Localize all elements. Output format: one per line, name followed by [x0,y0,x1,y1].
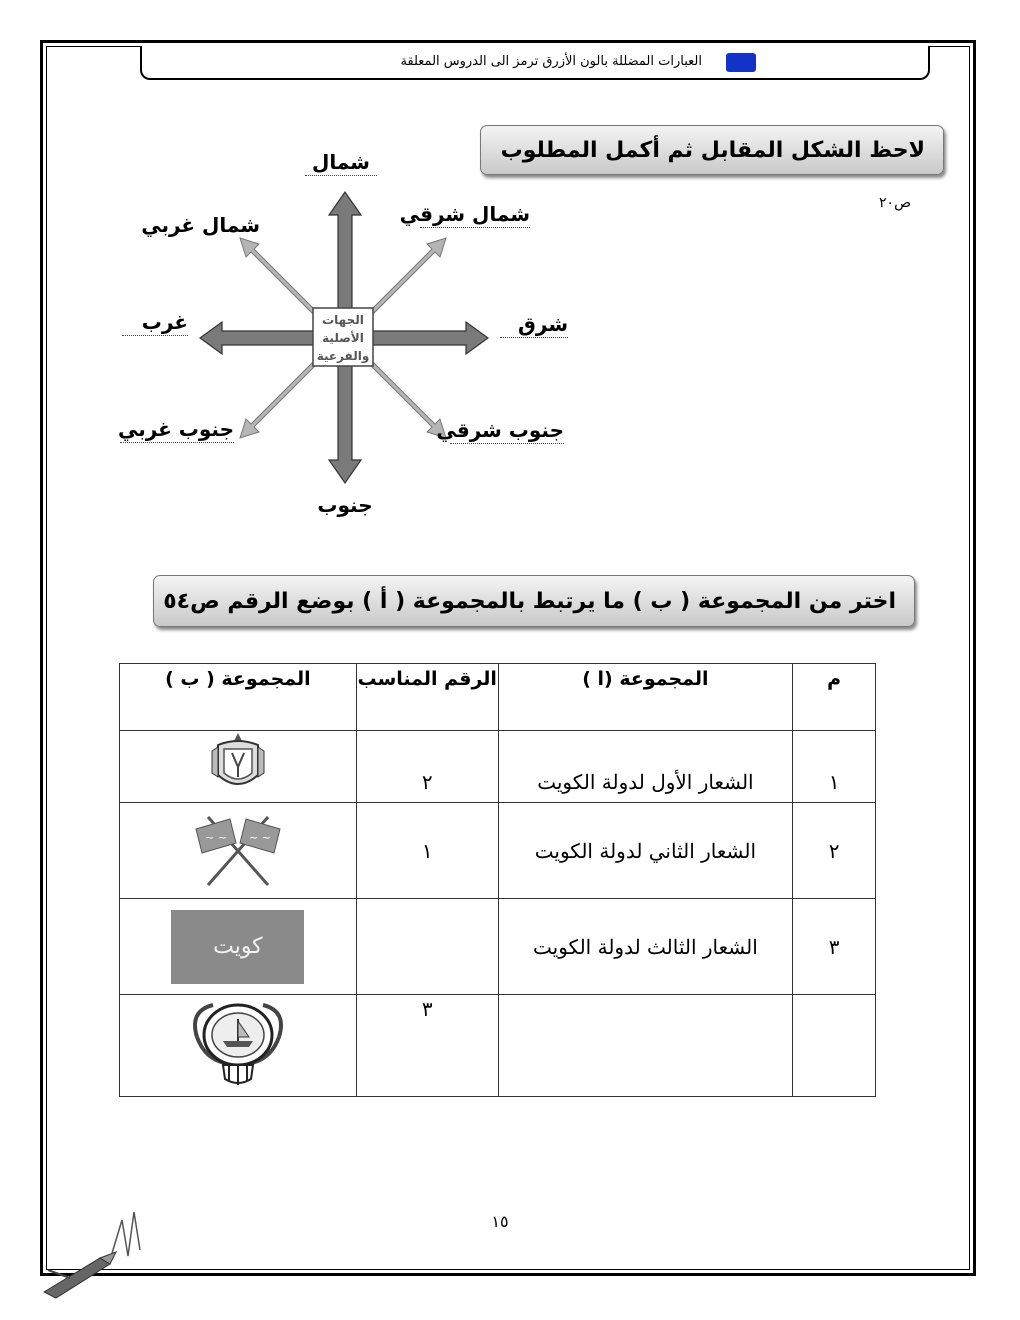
table-row [120,731,876,803]
pen-decoration-icon [40,1200,160,1300]
page-number: ١٥ [491,1212,509,1231]
table-header-row [120,664,876,731]
table-row [120,899,876,995]
flag-text: كويت [213,933,263,959]
cell-image [120,731,357,803]
cell-number[interactable]: ٣ [356,995,498,1097]
label-southwest: جنوب غربي [117,417,234,441]
table-row [120,995,876,1097]
table-row [120,803,876,899]
label-north: شمال [305,150,377,176]
label-south: جنوب [317,493,373,517]
cell-index [793,995,876,1097]
center-label-line1: الجهات [322,313,364,327]
header-note-text: العبارات المضللة بالون الأزرق ترمز الى الدروس المعلقة [400,54,702,69]
section2-title: اختر من المجموعة ( ب ) ما يرتبط بالمجموعة ( أ ) بوضع الرقم ص٥٤ [163,589,896,614]
cell-group-a: الشعار الأول لدولة الكويت [498,731,793,803]
cell-image [120,899,357,995]
header-group-a: المجموعة (ا ) [498,664,793,731]
label-northeast: شمال شرقي [399,202,530,226]
cell-index: ٢ [793,803,876,899]
cell-group-a: الشعار الثاني لدولة الكويت [498,803,793,899]
center-label-line3: والفرعية [316,349,370,363]
svg-text:~ ~: ~ ~ [204,831,227,844]
cell-index: ٣ [793,899,876,995]
modern-emblem-image [183,997,293,1089]
svg-text:~ ~: ~ ~ [248,831,271,844]
matching-table [119,663,876,1097]
header-number: الرقم المناسب [356,664,498,731]
label-southeast: جنوب شرقي [436,418,564,442]
section1-title: لاحظ الشكل المقابل ثم أكمل المطلوب [500,138,925,163]
label-west: غرب [122,310,188,336]
label-east: شرق [500,312,568,338]
cell-number[interactable] [356,899,498,995]
cell-group-a: الشعار الثالث لدولة الكويت [498,899,793,995]
cell-number[interactable]: ٢ [356,731,498,803]
header-group-b: المجموعة ( ب ) [120,664,357,731]
cell-group-a [498,995,793,1097]
cell-index: ١ [793,731,876,803]
header-index: م [793,664,876,731]
kuwait-text-flag-image [171,910,304,984]
center-label-line2: الأصلية [322,331,364,345]
cell-image [120,803,357,899]
section1-page-ref: ص٢٠ [879,195,911,211]
label-northwest: شمال غربي [141,213,260,237]
cell-number[interactable]: ١ [356,803,498,899]
section2-banner [153,575,915,627]
old-coat-of-arms-image [208,731,268,797]
crossed-flags-image [188,809,288,887]
cell-image [120,995,357,1097]
